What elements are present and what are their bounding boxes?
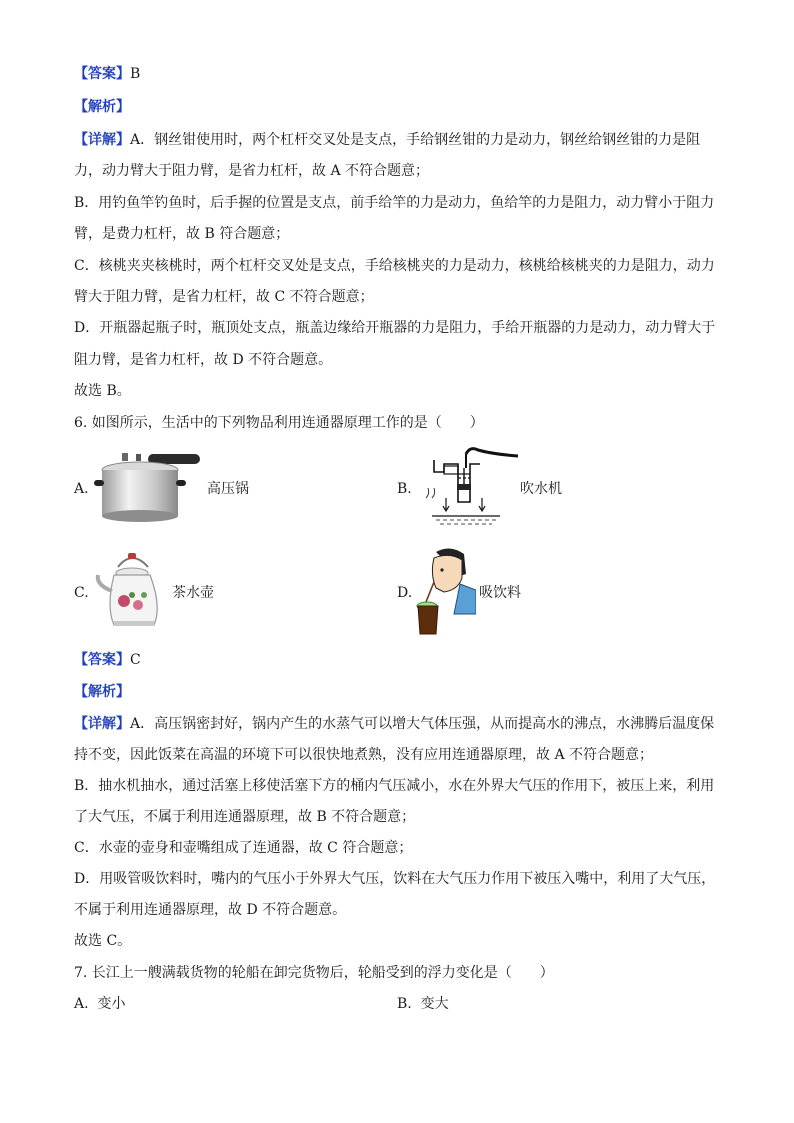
q6-option-d-letter: D.: [397, 585, 413, 601]
option-label: 变小: [97, 996, 126, 1012]
q6-option-a-label: 高压锅: [207, 481, 249, 497]
q6-option-c-label: 茶水壶: [172, 585, 214, 601]
q6-detail-line-1: [74, 714, 714, 734]
water-pump-icon: [414, 444, 526, 528]
q5-analysis-line: [74, 97, 130, 117]
q5-detail-line-5: C．核桃夹夹核桃时，两个杠杆交叉处是支点，手给核桃夹的力是动力，核桃给核桃夹的力是阻力，动力: [74, 258, 715, 274]
answer-tag: 【答案】: [74, 652, 130, 668]
q7-option-b: [397, 994, 449, 1014]
q5-detail-line-2: 力，动力臂大于阻力臂，是省力杠杆，故 A 不符合题意；: [74, 163, 430, 179]
detail-text: A．高压锅密封好，锅内产生的水蒸气可以增大气体压强，从而提高水的沸点，水沸腾后温度保: [130, 716, 715, 732]
answer-value: B: [130, 66, 141, 82]
q6-option-b-label: 吹水机: [520, 481, 562, 497]
answer-value: C: [130, 652, 141, 668]
q6-option-c-letter: C.: [74, 585, 89, 601]
option-letter: A.: [74, 996, 89, 1012]
q6-option-b-letter: B.: [397, 481, 412, 497]
analysis-tag: 【解析】: [74, 684, 130, 700]
q7-stem: 7. 长江上一艘满载货物的轮船在卸完货物后，轮船受到的浮力变化是（ ）: [74, 965, 554, 981]
q5-conclusion: 故选 B。: [74, 383, 131, 399]
q6-stem: 6. 如图所示，生活中的下列物品利用连通器原理工作的是（ ）: [74, 415, 484, 431]
q5-answer-line: [74, 64, 140, 84]
q6-detail-line-4: 了大气压，不属于利用连通器原理，故 B 不符合题意；: [74, 809, 416, 825]
option-letter: B.: [397, 996, 412, 1012]
drinking-straw-icon: [414, 544, 476, 638]
q6-detail-line-5: C．水壶的壶身和壶嘴组成了连通器，故 C 符合题意；: [74, 840, 413, 856]
q7-option-a: [74, 994, 125, 1014]
pressure-cooker-icon: [92, 450, 204, 524]
q5-detail-line-7: D．开瓶器起瓶子时，瓶顶处支点，瓶盖边缘给开瓶器的力是阻力，手给开瓶器的力是动力，动力臂大于: [74, 320, 716, 336]
teapot-icon: [92, 547, 172, 633]
q6-analysis-line: [74, 682, 130, 702]
q6-detail-line-3: B．抽水机抽水，通过活塞上移使活塞下方的桶内气压减小，水在外界大气压的作用下，被压上来，利用: [74, 778, 715, 794]
detail-tag: 【详解】: [74, 716, 130, 732]
q5-detail-line-4: 臂，是费力杠杆，故 B 符合题意；: [74, 226, 290, 242]
q5-detail-line-8: 阻力臂，是省力杠杆，故 D 不符合题意。: [74, 352, 333, 368]
detail-tag: 【详解】: [74, 132, 130, 148]
q5-detail-line-6: 臂大于阻力臂，是省力杠杆，故 C 不符合题意；: [74, 289, 374, 305]
q5-detail-line-3: B．用钓鱼竿钓鱼时，后手握的位置是支点，前手给竿的力是动力，鱼给竿的力是阻力，动力臂小于阻力: [74, 195, 715, 211]
q6-option-a-letter: A.: [74, 481, 89, 497]
answer-tag: 【答案】: [74, 66, 130, 82]
q6-detail-line-2: 持不变，因此饭菜在高温的环境下可以很快地煮熟，没有应用连通器原理，故 A 不符合题意；: [74, 747, 654, 763]
q6-detail-line-6: D．用吸管吸饮料时，嘴内的气压小于外界大气压，饮料在大气压力作用下被压入嘴中，利用了大气压，: [74, 871, 716, 887]
detail-text: A．钢丝钳使用时，两个杠杆交叉处是支点，手给钢丝钳的力是动力，钢丝给钢丝钳的力是阻: [130, 132, 701, 148]
q6-answer-line: [74, 650, 141, 670]
q6-option-d-label: 吸饮料: [479, 585, 521, 601]
analysis-tag: 【解析】: [74, 99, 130, 115]
q5-detail-line-1: [74, 130, 700, 150]
q6-conclusion: 故选 C。: [74, 933, 132, 949]
option-label: 变大: [420, 996, 449, 1012]
q6-detail-line-7: 不属于利用连通器原理，故 D 不符合题意。: [74, 902, 347, 918]
